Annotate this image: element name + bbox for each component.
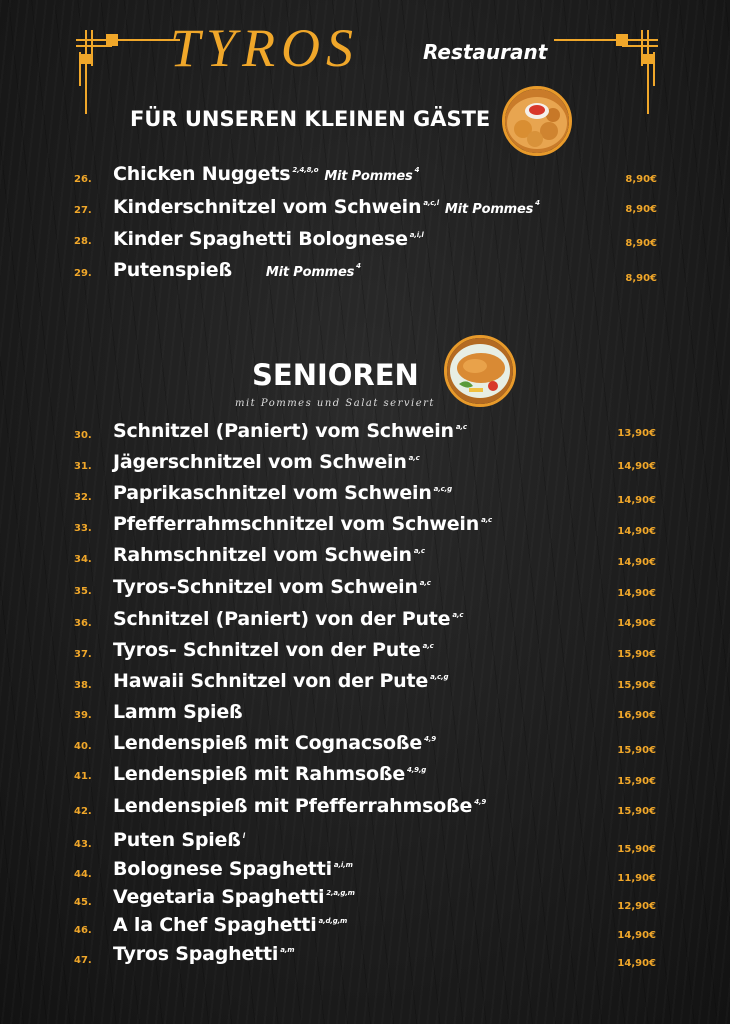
- item-number: 42.: [74, 806, 92, 817]
- menu-item-name: Kinder Spaghetti Bolognese $^{a,i,l}$: [113, 228, 424, 250]
- seniors-note: mit Pommes und Salat serviert: [235, 398, 435, 409]
- frame-corner-left: [72, 26, 182, 116]
- item-number: 37.: [74, 649, 92, 660]
- menu-item-name: Puten Spieß $^l$: [113, 829, 245, 851]
- item-price: 11,90€: [617, 873, 656, 884]
- restaurant-subtitle: Restaurant: [423, 40, 548, 64]
- menu-item-name: Schnitzel (Paniert) von der Pute $^{a,c}$: [113, 608, 464, 630]
- item-number: 31.: [74, 461, 92, 472]
- item-number: 34.: [74, 554, 92, 565]
- item-number: 26.: [74, 174, 92, 185]
- menu-item-name: Lendenspieß mit Cognacsoße $^{4,9}$: [113, 732, 436, 754]
- menu-item-name: Schnitzel (Paniert) vom Schwein $^{a,c}$: [113, 420, 467, 442]
- item-number: 43.: [74, 839, 92, 850]
- seniors-section-heading: SENIOREN: [252, 358, 419, 392]
- item-price: 14,90€: [617, 930, 656, 941]
- item-number: 35.: [74, 586, 92, 597]
- item-number: 27.: [74, 205, 92, 216]
- item-price: 15,90€: [617, 806, 656, 817]
- menu-item-name: Tyros- Schnitzel von der Pute $^{a,c}$: [113, 639, 434, 661]
- item-price: 8,90€: [625, 174, 657, 185]
- item-price: 15,90€: [617, 844, 656, 855]
- menu-item-name: Tyros-Schnitzel vom Schwein $^{a,c}$: [113, 576, 431, 598]
- item-price: 15,90€: [617, 680, 656, 691]
- menu-item-name: Pfefferrahmschnitzel vom Schwein $^{a,c}$: [113, 513, 493, 535]
- item-number: 33.: [74, 523, 92, 534]
- kids-section-heading: FÜR UNSEREN KLEINEN GÄSTE: [130, 107, 491, 131]
- item-number: 38.: [74, 680, 92, 691]
- item-price: 14,90€: [617, 557, 656, 568]
- menu-item-name: Vegetaria Spaghetti $^{2,a,g,m}$: [113, 886, 355, 908]
- menu-item-name: Paprikaschnitzel vom Schwein $^{a,c,g}$: [113, 482, 452, 504]
- menu-item-name: Jägerschnitzel vom Schwein $^{a,c}$: [113, 451, 420, 473]
- item-number: 41.: [74, 771, 92, 782]
- item-price: 15,90€: [617, 776, 656, 787]
- menu-item-name: Lamm Spieß: [113, 701, 243, 723]
- item-price: 14,90€: [617, 495, 656, 506]
- menu-item-name: Chicken Nuggets $^{2,4,8,o}$ Mit Pommes $^4$: [113, 163, 420, 185]
- item-price: 14,90€: [617, 958, 656, 969]
- menu-item-name: A la Chef Spaghetti $^{a,d,g,m}$: [113, 914, 348, 936]
- item-price: 14,90€: [617, 526, 656, 537]
- menu-item-name: Bolognese Spaghetti $^{a,i,m}$: [113, 858, 353, 880]
- menu-item-name: Rahmschnitzel vom Schwein $^{a,c}$: [113, 544, 425, 566]
- menu-item-name: Putenspieß Mit Pommes $^4$: [113, 259, 361, 281]
- item-price: 16,90€: [617, 710, 656, 721]
- frame-corner-right: [552, 26, 662, 116]
- item-price: 15,90€: [617, 745, 656, 756]
- item-number: 36.: [74, 618, 92, 629]
- menu-item-name: Lendenspieß mit Rahmsoße $^{4,9,g}$: [113, 763, 427, 785]
- menu-item-name: Lendenspieß mit Pfefferrahmsoße $^{4,9}$: [113, 795, 487, 817]
- item-price: 8,90€: [625, 238, 657, 249]
- item-number: 29.: [74, 268, 92, 279]
- item-number: 46.: [74, 925, 92, 936]
- item-number: 30.: [74, 430, 92, 441]
- menu-item-name: Kinderschnitzel vom Schwein $^{a,c,l}$ Mit Pommes $^4$: [113, 196, 540, 218]
- item-number: 44.: [74, 869, 92, 880]
- item-number: 28.: [74, 236, 92, 247]
- item-price: 15,90€: [617, 649, 656, 660]
- restaurant-logo: TYROS: [170, 18, 360, 78]
- item-price: 8,90€: [625, 204, 657, 215]
- item-number: 39.: [74, 710, 92, 721]
- item-number: 45.: [74, 897, 92, 908]
- item-price: 14,90€: [617, 618, 656, 629]
- item-price: 13,90€: [617, 428, 656, 439]
- item-number: 40.: [74, 741, 92, 752]
- item-number: 32.: [74, 492, 92, 503]
- item-price: 14,90€: [617, 461, 656, 472]
- schnitzel-photo: [444, 335, 516, 407]
- nuggets-photo: [502, 86, 572, 156]
- item-number: 47.: [74, 955, 92, 966]
- item-price: 8,90€: [625, 273, 657, 284]
- menu-item-name: Hawaii Schnitzel von der Pute $^{a,c,g}$: [113, 670, 449, 692]
- menu-item-name: Tyros Spaghetti $^{a,m}$: [113, 943, 295, 965]
- item-price: 12,90€: [617, 901, 656, 912]
- item-price: 14,90€: [617, 588, 656, 599]
